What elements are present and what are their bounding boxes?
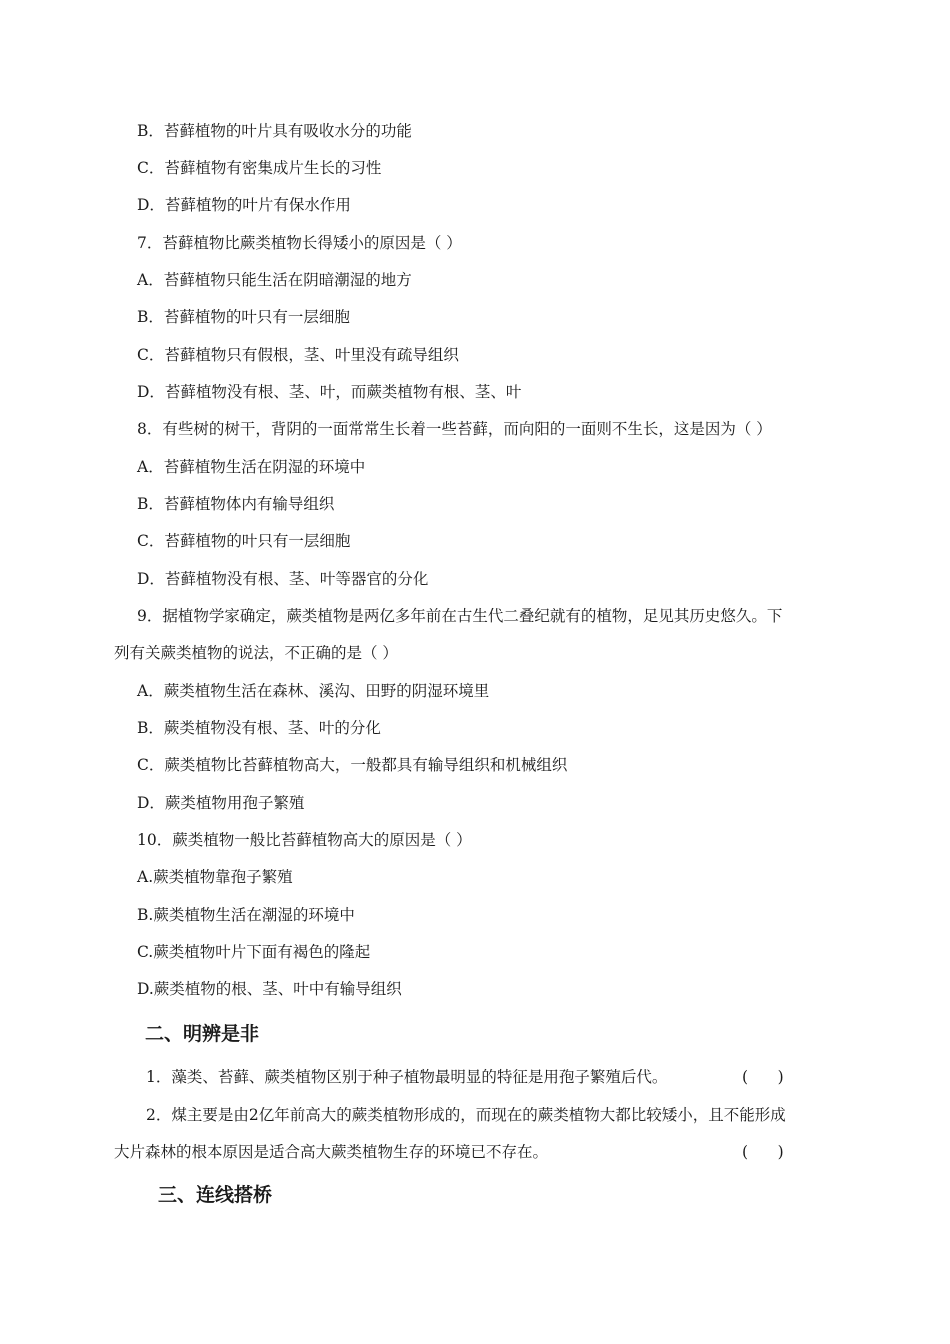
q9-stem-line-1: 9．据植物学家确定，蕨类植物是两亿多年前在古生代二叠纪就有的植物，足见其历史悠久。下 bbox=[137, 607, 783, 625]
true-false-item-2-line-2: 大片森林的根本原因是适合高大蕨类植物生存的环境已不存在。 bbox=[114, 1143, 549, 1161]
q6-option-d: D．苔藓植物的叶片有保水作用 bbox=[137, 196, 351, 214]
q8-option-c: C．苔藓植物的叶只有一层细胞 bbox=[137, 532, 351, 550]
q9-option-c: C．蕨类植物比苔藓植物高大，一般都具有输导组织和机械组织 bbox=[137, 756, 568, 774]
true-false-item-1: 1．藻类、苔藓、蕨类植物区别于种子植物最明显的特征是用孢子繁殖后代。 bbox=[146, 1068, 668, 1086]
q7-option-c: C．苔藓植物只有假根，茎、叶里没有疏导组织 bbox=[137, 346, 459, 364]
q8-option-d: D．苔藓植物没有根、茎、叶等器官的分化 bbox=[137, 570, 429, 588]
q6-option-c: C．苔藓植物有密集成片生长的习性 bbox=[137, 159, 382, 177]
q10-option-a: A.蕨类植物靠孢子繁殖 bbox=[137, 868, 293, 886]
q8-option-b: B．苔藓植物体内有输导组织 bbox=[137, 495, 335, 513]
q7-option-d: D．苔藓植物没有根、茎、叶，而蕨类植物有根、茎、叶 bbox=[137, 383, 522, 401]
q10-option-b: B.蕨类植物生活在潮湿的环境中 bbox=[137, 906, 355, 924]
q10-stem: 10．蕨类植物一般比苔藓植物高大的原因是（ ） bbox=[137, 831, 472, 849]
answer-blank-2: ( ) bbox=[742, 1143, 784, 1161]
q9-option-a: A．蕨类植物生活在森林、溪沟、田野的阴湿环境里 bbox=[137, 682, 490, 700]
q6-option-b: B．苔藓植物的叶片具有吸收水分的功能 bbox=[137, 122, 412, 140]
q10-option-d: D.蕨类植物的根、茎、叶中有输导组织 bbox=[137, 980, 402, 998]
true-false-item-2-line-1: 2．煤主要是由2亿年前高大的蕨类植物形成的，而现在的蕨类植物大都比较矮小，且不能形成 bbox=[146, 1106, 786, 1124]
section-2-heading: 二、明辨是非 bbox=[145, 1023, 260, 1045]
q9-stem-line-2: 列有关蕨类植物的说法，不正确的是（ ） bbox=[114, 644, 398, 662]
q7-stem: 7．苔藓植物比蕨类植物长得矮小的原因是（ ） bbox=[137, 234, 462, 252]
q7-option-a: A．苔藓植物只能生活在阴暗潮湿的地方 bbox=[137, 271, 412, 289]
answer-blank-1: ( ) bbox=[742, 1068, 784, 1086]
q8-option-a: A．苔藓植物生活在阴湿的环境中 bbox=[137, 458, 366, 476]
q9-option-d: D．蕨类植物用孢子繁殖 bbox=[137, 794, 305, 812]
section-3-heading: 三、连线搭桥 bbox=[158, 1184, 273, 1206]
q9-option-b: B．蕨类植物没有根、茎、叶的分化 bbox=[137, 719, 381, 737]
q8-stem: 8．有些树的树干，背阴的一面常常生长着一些苔藓，而向阳的一面则不生长，这是因为（ ） bbox=[137, 420, 772, 438]
q7-option-b: B．苔藓植物的叶只有一层细胞 bbox=[137, 308, 350, 326]
q10-option-c: C.蕨类植物叶片下面有褐色的隆起 bbox=[137, 943, 371, 961]
